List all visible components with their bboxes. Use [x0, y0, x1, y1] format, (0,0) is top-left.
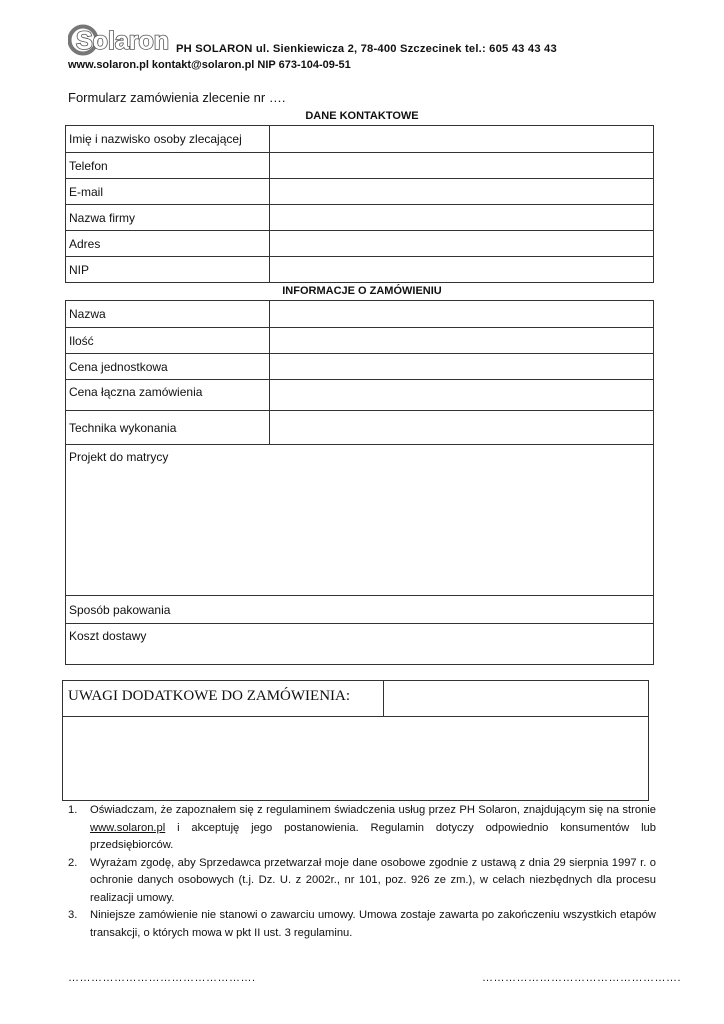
notes-box [62, 680, 649, 801]
order-row-unit-price [66, 354, 654, 380]
notes-label: UWAGI DODATKOWE DO ZAMÓWIENIA: [63, 681, 384, 716]
order-row-technique [66, 411, 654, 445]
contact-row-address [66, 231, 654, 257]
declaration-text: Oświadczam, że zapoznałem się z regulaminem świadczenia usług przez PH Solaron, znajdującym się na stronie [90, 804, 656, 816]
field-label: Imię i nazwisko osoby zlecającej [66, 126, 270, 153]
field-label: Cena łączna zamówienia [66, 380, 270, 411]
notes-header-field[interactable] [384, 681, 648, 716]
notes-section [62, 680, 649, 801]
notes-header [63, 681, 648, 717]
field-label: Projekt do matrycy [69, 450, 169, 464]
order-row-name [66, 301, 654, 328]
total-price-field[interactable] [270, 380, 654, 411]
phone-field[interactable] [270, 153, 654, 179]
unit-price-field[interactable] [270, 354, 654, 380]
item-number: 3. [68, 909, 78, 921]
signature-line-left: …………………………………………. [68, 972, 256, 984]
email-field[interactable] [270, 179, 654, 205]
declaration-text: i akceptuję jego postanowienia. Regulamin dotyczy odpowiednio konsumentów lub przedsiębiorców. [90, 821, 656, 851]
contact-section-title: DANE KONTAKTOWE [305, 110, 419, 122]
item-number: 1. [68, 804, 78, 816]
quantity-field[interactable] [270, 328, 654, 354]
contact-row-nip [66, 257, 654, 283]
field-label: Adres [66, 231, 270, 257]
field-label: E-mail [66, 179, 270, 205]
contact-row-phone [66, 153, 654, 179]
declaration-item [68, 907, 656, 942]
signature-line-right: ……………………………………………. [482, 972, 682, 984]
contact-row-name [66, 126, 654, 153]
technique-field[interactable] [270, 411, 654, 445]
item-number: 2. [68, 856, 78, 869]
declaration-text: Wyrażam zgodę, aby Sprzedawca przetwarzał moje dane osobowe zgodnie z ustawą z dnia 29 sierpnia 1997 r. o ochronie danych osobowych (t.j. Dz. U. z 2002r., nr 101, poz. 926 ze zm.), w celach niezbędnych dla procesu realizacji umowy. [90, 856, 656, 904]
order-row-shipping-cost[interactable] [66, 624, 654, 665]
field-label: Sposób pakowania [69, 602, 171, 617]
order-section-title: INFORMACJE O ZAMÓWIENIU [282, 285, 442, 297]
order-row-total-price [66, 380, 654, 411]
field-label: Cena jednostkowa [66, 354, 270, 380]
field-label: Technika wykonania [66, 411, 270, 445]
contact-row-company [66, 205, 654, 231]
company-contact: www.solaron.pl kontakt@solaron.pl NIP 673-104-09-51 [68, 59, 351, 71]
declaration-text: Niniejsze zamówienie nie stanowi o zawarciu umowy. Umowa zostaje zawarta po zakończeniu wszystkich etapów transakcji, o których mowa w pkt II ust. 3 regulaminu. [90, 909, 656, 939]
svg-text:Solaron: Solaron [76, 27, 170, 55]
packaging-field[interactable] [66, 596, 654, 624]
declarations-list [68, 802, 656, 942]
solaron-logo [68, 24, 170, 56]
field-label: NIP [66, 257, 270, 283]
declaration-item [68, 855, 656, 908]
field-label: Nazwa [66, 301, 270, 328]
field-label: Koszt dostawy [69, 629, 147, 643]
order-row-design[interactable] [66, 445, 654, 596]
form-title: Formularz zamówienia zlecenie nr …. [68, 90, 286, 105]
company-name-field[interactable] [270, 205, 654, 231]
shipping-cost-field[interactable] [66, 624, 654, 665]
address-field[interactable] [270, 231, 654, 257]
design-field[interactable] [66, 445, 654, 596]
contact-row-email [66, 179, 654, 205]
nip-field[interactable] [270, 257, 654, 283]
product-name-field[interactable] [270, 301, 654, 328]
order-row-packaging[interactable] [66, 596, 654, 624]
full-name-field[interactable] [270, 126, 654, 153]
field-label: Telefon [66, 153, 270, 179]
contact-table [65, 125, 654, 283]
declaration-item [68, 802, 656, 855]
field-label: Ilość [66, 328, 270, 354]
company-address: PH SOLARON ul. Sienkiewicza 2, 78-400 Szczecinek tel.: 605 43 43 43 [176, 43, 557, 55]
order-row-quantity [66, 328, 654, 354]
website-link[interactable]: www.solaron.pl [90, 821, 166, 834]
notes-textarea[interactable] [63, 717, 648, 800]
order-table [65, 300, 654, 665]
field-label: Nazwa firmy [66, 205, 270, 231]
